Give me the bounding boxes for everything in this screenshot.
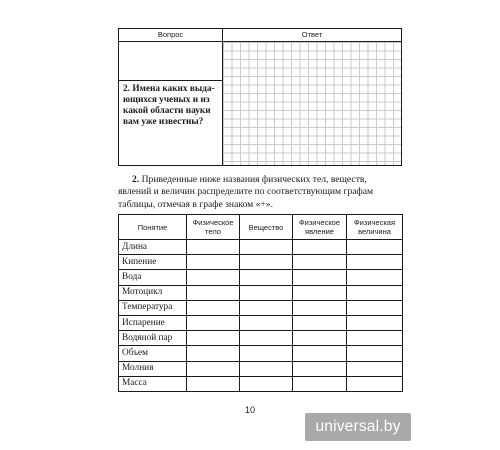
table-row xyxy=(119,346,403,361)
task-2-text xyxy=(118,174,402,211)
concept-label: Масса xyxy=(119,376,187,391)
answer-cell[interactable] xyxy=(240,331,293,346)
header-question: Вопрос xyxy=(157,30,184,39)
concept-label: Температура xyxy=(119,300,187,315)
table-row xyxy=(119,315,403,330)
concept-label: Объем xyxy=(119,346,187,361)
task-2-line: явлений и величин распределите по соответствующим графам xyxy=(118,186,374,198)
question-answer-table xyxy=(118,28,402,166)
table-row xyxy=(119,331,403,346)
answer-cell[interactable] xyxy=(293,240,347,255)
header-concept: Понятие xyxy=(119,215,187,240)
header-physical-phenomenon: Физическое явление xyxy=(293,215,347,240)
table-row xyxy=(119,376,403,391)
header-physical-body: Физическое тело xyxy=(187,215,240,240)
answer-cell[interactable] xyxy=(240,346,293,361)
watermark-logo: universal.by xyxy=(305,413,411,441)
answer-cell[interactable] xyxy=(240,255,293,270)
answer-cell[interactable] xyxy=(240,240,293,255)
answer-cell[interactable] xyxy=(187,300,240,315)
answer-cell[interactable] xyxy=(293,300,347,315)
answer-cell[interactable] xyxy=(240,285,293,300)
answer-cell[interactable] xyxy=(347,376,403,391)
answer-cell[interactable] xyxy=(293,270,347,285)
table-row xyxy=(119,255,403,270)
concept-label: Водяной пар xyxy=(119,331,187,346)
answer-cell[interactable] xyxy=(347,315,403,330)
answer-cell[interactable] xyxy=(293,315,347,330)
table-header-row xyxy=(119,215,403,240)
answer-cell[interactable] xyxy=(187,376,240,391)
answer-cell[interactable] xyxy=(293,331,347,346)
header-physical-quantity: Физическая величина xyxy=(347,215,403,240)
table-row xyxy=(119,240,403,255)
task-2-number: 2. xyxy=(132,174,140,185)
answer-cell[interactable] xyxy=(347,285,403,300)
answer-cell[interactable] xyxy=(347,346,403,361)
table-row xyxy=(119,361,403,376)
answer-cell[interactable] xyxy=(240,315,293,330)
header-substance: Вещество xyxy=(240,215,293,240)
answer-cell[interactable] xyxy=(347,255,403,270)
answer-cell[interactable] xyxy=(293,361,347,376)
answer-cell[interactable] xyxy=(240,300,293,315)
answer-cell[interactable] xyxy=(187,361,240,376)
answer-cell[interactable] xyxy=(240,361,293,376)
concept-label: Молния xyxy=(119,361,187,376)
answer-cell[interactable] xyxy=(187,240,240,255)
task-2-line: таблицы, отмечая в графе знаком «+». xyxy=(118,198,273,210)
question-2-line: ющихся ученых и из xyxy=(123,95,210,105)
question-2-line: Имена каких выда- xyxy=(132,84,215,94)
concept-label: Мотоцикл xyxy=(119,285,187,300)
page-number: 10 xyxy=(244,405,255,415)
answer-cell[interactable] xyxy=(347,300,403,315)
concept-label: Кипение xyxy=(119,255,187,270)
answer-cell[interactable] xyxy=(347,331,403,346)
table-row xyxy=(119,285,403,300)
concept-label: Вода xyxy=(119,270,187,285)
answer-cell[interactable] xyxy=(240,376,293,391)
question-2-number: 2. xyxy=(123,84,130,94)
answer-cell[interactable] xyxy=(293,376,347,391)
header-answer: Ответ xyxy=(301,30,323,39)
question-2 xyxy=(123,84,219,128)
answer-cell[interactable] xyxy=(293,255,347,270)
question-2-line: вам уже известны? xyxy=(123,117,204,127)
answer-cell[interactable] xyxy=(293,346,347,361)
answer-cell[interactable] xyxy=(187,346,240,361)
table-row xyxy=(119,300,403,315)
answer-cell[interactable] xyxy=(187,270,240,285)
answer-cell[interactable] xyxy=(187,255,240,270)
task-2-line: Приведенные ниже названия физических тел, веществ, xyxy=(141,174,367,185)
row-divider xyxy=(119,80,222,81)
answer-cell[interactable] xyxy=(240,270,293,285)
answer-cell[interactable] xyxy=(347,240,403,255)
answer-cell[interactable] xyxy=(187,285,240,300)
concept-label: Длина xyxy=(119,240,187,255)
answer-cell[interactable] xyxy=(347,361,403,376)
table-row xyxy=(119,270,403,285)
classification-table xyxy=(118,214,403,392)
answer-cell[interactable] xyxy=(187,315,240,330)
answer-cell[interactable] xyxy=(187,331,240,346)
answer-cell[interactable] xyxy=(347,270,403,285)
answer-grid-area[interactable] xyxy=(223,42,401,165)
concept-label: Испарение xyxy=(119,315,187,330)
question-2-line: какой области науки xyxy=(123,106,211,116)
answer-cell[interactable] xyxy=(293,285,347,300)
